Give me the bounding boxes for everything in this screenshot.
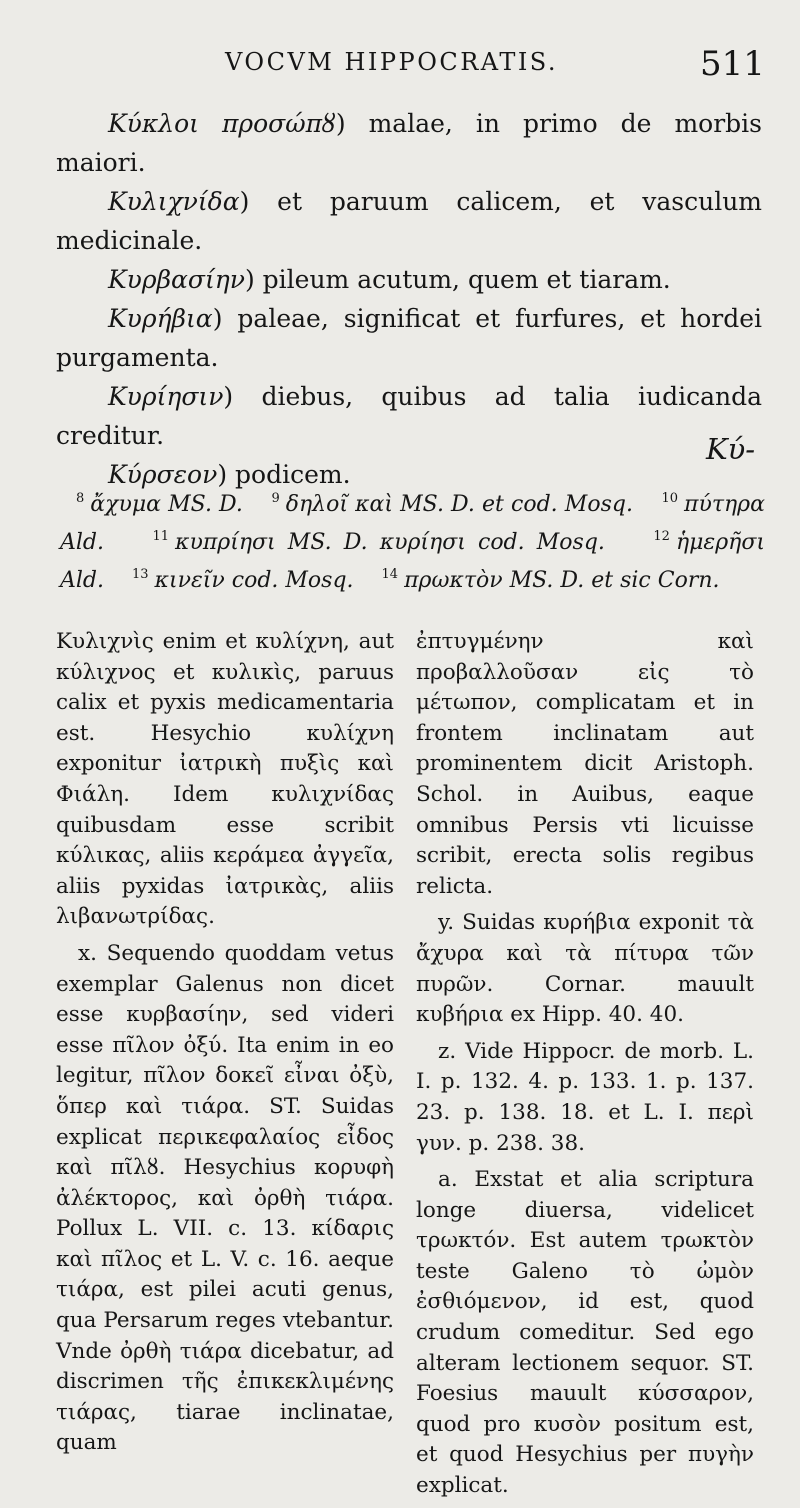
page-number: 511 [700,44,765,84]
commentary-right-column [416,627,754,1508]
footnote-mark: 12 [653,529,670,544]
footnote [382,568,720,593]
footnote-mark: 9 [271,491,280,506]
footnote-mark: 11 [152,529,170,544]
footnote-text: πύτηρα Ald. [60,492,765,555]
entry-lemma: Κύκλοι προσώπȣ [108,109,336,138]
entry-lemma: Κύρσεον [108,460,218,489]
footnote-text: κινεῖν cod. Mosq. [154,568,354,593]
footnote-mark: 10 [661,491,678,506]
entry-gloss: ) malae, in primo de morbis maiori. [56,109,762,177]
commentary-paragraph: y. Suidas κυρήβια exponit τὰ ἄχυρα καὶ τὰ πίτυρα τῶν πυρῶν. Cornar. mauult κυβήρια ex Hipp. 40. 40. [416,910,754,1028]
entry-gloss: ) podicem. [217,460,351,489]
entry-lemma: Κυρίησιν [108,382,224,411]
entry-lemma: Κυρήβια [108,304,213,333]
footnote [152,530,604,555]
footnote-text: κυπρίησι MS. D. κυρίησι cod. Mosq. [175,530,605,555]
commentary-paragraph: Κυλιχνὶς enim et κυλίχνη, aut κύλιχνος et κυλικὶς, paruus calix et pyxis medicamentaria est. Hesychio κυλίχνη exponitur ἰατρικὴ πυξὶς καὶ Φιάλη. Idem κυλιχνίδας quibusdam esse scribit κύλικας, aliis κεράμεα ἀγγεῖα, aliis pyxidas ἰατρικὰς, aliis λιβανωτρίδας. [56,629,394,930]
entry [56,182,762,260]
commentary-left-column [56,627,394,1465]
footnote-text: πρωκτὸν MS. D. et sic Corn. [404,568,720,593]
footnote-text: ἡμερῆσι Ald. [60,530,765,593]
commentary-paragraph: z. Vide Hippocr. de morb. L. I. p. 132. 4. p. 133. 1. p. 137. 23. p. 138. 18. et L. I. περὶ γυν. p. 238. 38. [416,1038,754,1156]
entry-gloss: ) diebus, quibus ad talia iudicanda creditur. [56,382,762,450]
entry-lemma: Κυρβασίην [108,265,245,294]
footnote-text: δηλοῖ καὶ MS. D. et cod. Mosq. [285,492,633,517]
entry [56,299,762,377]
catchword: Κύ- [706,432,756,466]
page-header [0,44,800,88]
footnote-mark: 13 [131,567,149,582]
entry-gloss: ) et paruum calicem, et vasculum medicinale. [56,187,762,255]
commentary-paragraph: ἐπτυγμένην καὶ προβαλλοῦσαν εἰς τὸ μέτωπον, complicatam et in frontem inclinatam aut prominentem dicit Aristoph. Schol. in Auibus, eaque omnibus Persis vti licuisse scribit, erecta solis regibus relicta. [416,629,754,899]
footnote [271,492,633,517]
running-title: VOCVM HIPPOCRATIS. [225,48,559,76]
footnotes [60,483,765,597]
entry-lemma: Κυλιχνίδα [108,187,240,216]
entry [56,104,762,182]
entry-gloss: ) pileum acutum, quem et tiaram. [244,265,671,294]
main-text [56,104,762,494]
entry [56,260,762,299]
entry-gloss: ) paleae, significat et furfures, et hordei purgamenta. [56,304,762,372]
footnote [132,568,354,593]
commentary-paragraph: x. Sequendo quoddam vetus exemplar Galenus non dicet esse κυρβασίην, sed videri esse πῖλον ὀξύ. Ita enim in eo legitur, πῖλον δοκεῖ εἶναι ὀξὺ, ὅπερ καὶ τιάρα. ST. Suidas explicat περικεφαλαίος εἶδος καὶ πῖλȣ. Hesychius κορυφὴ ἀλέκτορος, καὶ ὀρθὴ τιάρα. Pollux L. VII. c. 13. κίδαρις καὶ πῖλος et L. V. c. 16. aeque τιάρα, est pilei acuti genus, qua Persarum reges vtebantur. Vnde ὀρθὴ τιάρα dicebatur, ad discrimen τῆς ἐπικεκλιμένης τιάρας, tiarae inclinatae, quam [56,940,394,1456]
entry [56,377,762,455]
footnote-mark: 8 [76,491,85,506]
footnote [76,492,243,517]
commentary-paragraph: a. Exstat et alia scriptura longe diuersa, videlicet τρωκτόν. Est autem τρωκτὸν teste Galeno τὸ ὠμὸν ἐσθιόμενον, id est, quod crudum comeditur. Sed ego alteram lectionem sequor. ST. Foesius mauult κύσσαρον, quod pro κυσὸν positum est, et quod Hesychius per πυγὴν explicat. [416,1167,754,1499]
footnote-mark: 14 [381,567,399,582]
footnote-text: ἄχυμα MS. D. [90,492,243,517]
